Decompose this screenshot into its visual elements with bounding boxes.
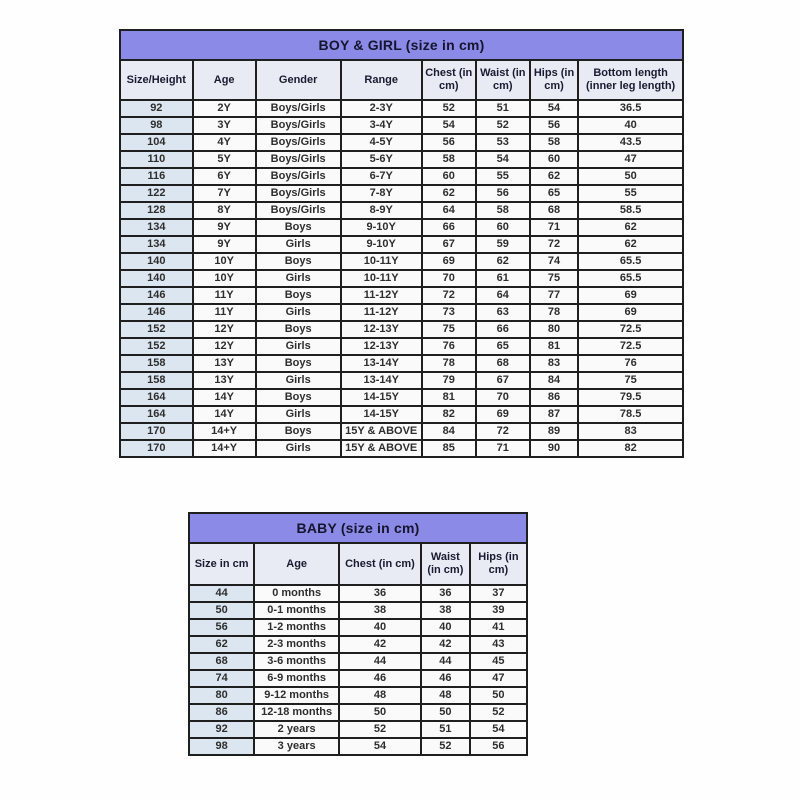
table-cell: 12-13Y bbox=[341, 321, 422, 338]
table-cell: 76 bbox=[422, 338, 476, 355]
table-cell: 62 bbox=[530, 168, 578, 185]
table-cell: 14-15Y bbox=[341, 406, 422, 423]
table-cell: 71 bbox=[476, 440, 530, 457]
table-cell: 75 bbox=[530, 270, 578, 287]
table-cell: 158 bbox=[120, 372, 193, 389]
table-cell: 10-11Y bbox=[341, 253, 422, 270]
table-cell: 8Y bbox=[193, 202, 256, 219]
table-row bbox=[120, 219, 683, 236]
table-cell: 72.5 bbox=[578, 338, 683, 355]
table-cell: 37 bbox=[470, 585, 527, 602]
table-cell: 72 bbox=[422, 287, 476, 304]
table-cell: 58 bbox=[476, 202, 530, 219]
table-cell: 75 bbox=[578, 372, 683, 389]
table-cell: 83 bbox=[578, 423, 683, 440]
table-cell: 2Y bbox=[193, 100, 256, 117]
table-cell: 44 bbox=[421, 653, 470, 670]
table-cell: 52 bbox=[421, 738, 470, 755]
table-cell: 69 bbox=[476, 406, 530, 423]
table-row bbox=[120, 355, 683, 372]
table-cell: 164 bbox=[120, 389, 193, 406]
table-cell: 70 bbox=[476, 389, 530, 406]
table-cell: 13Y bbox=[193, 372, 256, 389]
table-cell: 36 bbox=[421, 585, 470, 602]
table-cell: 69 bbox=[578, 287, 683, 304]
table-cell: 2-3Y bbox=[341, 100, 422, 117]
table-cell: 41 bbox=[470, 619, 527, 636]
table-row bbox=[120, 202, 683, 219]
table-cell: 46 bbox=[421, 670, 470, 687]
table-cell: 65 bbox=[530, 185, 578, 202]
table-cell: 52 bbox=[476, 117, 530, 134]
table-cell: Boys/Girls bbox=[256, 202, 341, 219]
table-cell: 5-6Y bbox=[341, 151, 422, 168]
column-header: Gender bbox=[256, 60, 341, 100]
table-cell: 67 bbox=[476, 372, 530, 389]
table-cell: 50 bbox=[189, 602, 254, 619]
table-cell: 90 bbox=[530, 440, 578, 457]
table-cell: 73 bbox=[422, 304, 476, 321]
table-cell: 11-12Y bbox=[341, 287, 422, 304]
table-cell: 6-7Y bbox=[341, 168, 422, 185]
table-cell: 3-4Y bbox=[341, 117, 422, 134]
table-cell: 81 bbox=[530, 338, 578, 355]
table-cell: 50 bbox=[470, 687, 527, 704]
table-cell: 56 bbox=[189, 619, 254, 636]
table-cell: 14-15Y bbox=[341, 389, 422, 406]
column-header: Age bbox=[193, 60, 256, 100]
table-cell: 4-5Y bbox=[341, 134, 422, 151]
table-cell: 80 bbox=[530, 321, 578, 338]
table-banner-row bbox=[120, 30, 683, 60]
table-cell: Girls bbox=[256, 338, 341, 355]
table-cell: 43 bbox=[470, 636, 527, 653]
table-cell: 87 bbox=[530, 406, 578, 423]
table-cell: 54 bbox=[470, 721, 527, 738]
table-cell: Boys/Girls bbox=[256, 100, 341, 117]
table-cell: 164 bbox=[120, 406, 193, 423]
table-row bbox=[189, 704, 527, 721]
table-cell: Boys/Girls bbox=[256, 185, 341, 202]
table-cell: 44 bbox=[189, 585, 254, 602]
table-cell: 56 bbox=[422, 134, 476, 151]
table-row bbox=[189, 619, 527, 636]
table-row bbox=[189, 721, 527, 738]
table-cell: 79 bbox=[422, 372, 476, 389]
table-cell: 36.5 bbox=[578, 100, 683, 117]
table-row bbox=[189, 585, 527, 602]
table-row bbox=[189, 738, 527, 755]
table-cell: 9Y bbox=[193, 236, 256, 253]
table-cell: Boys/Girls bbox=[256, 117, 341, 134]
table-cell: 12-18 months bbox=[254, 704, 339, 721]
table-cell: 81 bbox=[422, 389, 476, 406]
table-cell: 9-12 months bbox=[254, 687, 339, 704]
table-cell: 62 bbox=[578, 236, 683, 253]
table-cell: Boys bbox=[256, 219, 341, 236]
table-cell: 38 bbox=[421, 602, 470, 619]
table-cell: 11-12Y bbox=[341, 304, 422, 321]
table-cell: 14Y bbox=[193, 389, 256, 406]
table-cell: 44 bbox=[339, 653, 421, 670]
table-cell: 65.5 bbox=[578, 253, 683, 270]
column-header: Size/Height bbox=[120, 60, 193, 100]
table-cell: 61 bbox=[476, 270, 530, 287]
table-cell: 9Y bbox=[193, 219, 256, 236]
table-cell: 8-9Y bbox=[341, 202, 422, 219]
column-header: Chest (in cm) bbox=[339, 543, 421, 585]
table-cell: 82 bbox=[422, 406, 476, 423]
table-row bbox=[189, 602, 527, 619]
column-header: Hips (in cm) bbox=[530, 60, 578, 100]
column-header: Chest (in cm) bbox=[422, 60, 476, 100]
table-cell: 64 bbox=[422, 202, 476, 219]
table-cell: 45 bbox=[470, 653, 527, 670]
table-cell: 79.5 bbox=[578, 389, 683, 406]
table-cell: Girls bbox=[256, 440, 341, 457]
table-header-row bbox=[120, 60, 683, 100]
table-cell: 15Y & ABOVE bbox=[341, 423, 422, 440]
table-cell: 82 bbox=[578, 440, 683, 457]
table-row bbox=[120, 423, 683, 440]
table-cell: Boys bbox=[256, 355, 341, 372]
table-cell: 54 bbox=[530, 100, 578, 117]
table-row bbox=[189, 670, 527, 687]
table-cell: 58 bbox=[530, 134, 578, 151]
table-cell: 122 bbox=[120, 185, 193, 202]
table-row bbox=[120, 338, 683, 355]
table-cell: 36 bbox=[339, 585, 421, 602]
table-cell: 48 bbox=[421, 687, 470, 704]
table-cell: Boys/Girls bbox=[256, 168, 341, 185]
table-row bbox=[120, 253, 683, 270]
table-cell: 72 bbox=[530, 236, 578, 253]
table-cell: 10-11Y bbox=[341, 270, 422, 287]
table-cell: 74 bbox=[189, 670, 254, 687]
table-cell: 50 bbox=[421, 704, 470, 721]
table-cell: 62 bbox=[189, 636, 254, 653]
table-cell: 42 bbox=[339, 636, 421, 653]
table-cell: 78 bbox=[530, 304, 578, 321]
table-cell: 40 bbox=[578, 117, 683, 134]
table-cell: 2-3 months bbox=[254, 636, 339, 653]
table-cell: 63 bbox=[476, 304, 530, 321]
table-cell: 78.5 bbox=[578, 406, 683, 423]
table-row bbox=[120, 406, 683, 423]
table-cell: 3Y bbox=[193, 117, 256, 134]
table-cell: 7-8Y bbox=[341, 185, 422, 202]
table-cell: 51 bbox=[476, 100, 530, 117]
table-cell: 65 bbox=[476, 338, 530, 355]
table-row bbox=[189, 653, 527, 670]
table-cell: 72.5 bbox=[578, 321, 683, 338]
column-header: Waist (in cm) bbox=[476, 60, 530, 100]
table-cell: 14+Y bbox=[193, 440, 256, 457]
table-cell: 54 bbox=[339, 738, 421, 755]
table-cell: 65.5 bbox=[578, 270, 683, 287]
table-cell: 2 years bbox=[254, 721, 339, 738]
table-row bbox=[120, 185, 683, 202]
table-cell: 170 bbox=[120, 440, 193, 457]
table-cell: 50 bbox=[578, 168, 683, 185]
table-cell: 13-14Y bbox=[341, 355, 422, 372]
table-cell: 15Y & ABOVE bbox=[341, 440, 422, 457]
table-title: BOY & GIRL (size in cm) bbox=[120, 30, 683, 60]
table-cell: 43.5 bbox=[578, 134, 683, 151]
table-cell: Girls bbox=[256, 406, 341, 423]
table-cell: 42 bbox=[421, 636, 470, 653]
table-cell: 58.5 bbox=[578, 202, 683, 219]
table-cell: 85 bbox=[422, 440, 476, 457]
table-cell: 62 bbox=[476, 253, 530, 270]
table-row bbox=[120, 321, 683, 338]
table-cell: 128 bbox=[120, 202, 193, 219]
table-cell: 4Y bbox=[193, 134, 256, 151]
column-header: Size in cm bbox=[189, 543, 254, 585]
table-cell: 104 bbox=[120, 134, 193, 151]
table-cell: 60 bbox=[422, 168, 476, 185]
table-cell: 52 bbox=[339, 721, 421, 738]
table-cell: 68 bbox=[476, 355, 530, 372]
table-cell: 53 bbox=[476, 134, 530, 151]
table-row bbox=[189, 636, 527, 653]
table-row bbox=[120, 372, 683, 389]
table-cell: 68 bbox=[189, 653, 254, 670]
table-cell: Boys bbox=[256, 389, 341, 406]
table-cell: Girls bbox=[256, 236, 341, 253]
table-cell: 52 bbox=[470, 704, 527, 721]
table-cell: 72 bbox=[476, 423, 530, 440]
table-cell: 69 bbox=[578, 304, 683, 321]
table-cell: 5Y bbox=[193, 151, 256, 168]
table-row bbox=[120, 304, 683, 321]
column-header: Waist (in cm) bbox=[421, 543, 470, 585]
table-cell: 92 bbox=[120, 100, 193, 117]
table-cell: 66 bbox=[476, 321, 530, 338]
table-cell: 9-10Y bbox=[341, 219, 422, 236]
table-cell: 80 bbox=[189, 687, 254, 704]
table-row bbox=[120, 100, 683, 117]
table-cell: Girls bbox=[256, 372, 341, 389]
table-cell: Boys bbox=[256, 423, 341, 440]
table-cell: 84 bbox=[422, 423, 476, 440]
table-cell: 13Y bbox=[193, 355, 256, 372]
table-cell: 12Y bbox=[193, 321, 256, 338]
table-cell: 110 bbox=[120, 151, 193, 168]
table-title: BABY (size in cm) bbox=[189, 513, 527, 543]
table-cell: 64 bbox=[476, 287, 530, 304]
boy-girl-size-table bbox=[119, 29, 684, 458]
table-cell: Boys bbox=[256, 287, 341, 304]
table-cell: 6-9 months bbox=[254, 670, 339, 687]
table-cell: 52 bbox=[422, 100, 476, 117]
table-cell: 140 bbox=[120, 253, 193, 270]
table-cell: 10Y bbox=[193, 270, 256, 287]
table-cell: 170 bbox=[120, 423, 193, 440]
table-header-row bbox=[189, 543, 527, 585]
table-cell: 11Y bbox=[193, 304, 256, 321]
column-header: Hips (in cm) bbox=[470, 543, 527, 585]
table-cell: 69 bbox=[422, 253, 476, 270]
table-cell: 11Y bbox=[193, 287, 256, 304]
table-cell: 75 bbox=[422, 321, 476, 338]
table-cell: Boys/Girls bbox=[256, 151, 341, 168]
table-cell: 54 bbox=[476, 151, 530, 168]
table-cell: 50 bbox=[339, 704, 421, 721]
table-row bbox=[120, 236, 683, 253]
table-cell: 12Y bbox=[193, 338, 256, 355]
table-cell: 13-14Y bbox=[341, 372, 422, 389]
table-row bbox=[120, 168, 683, 185]
table-cell: 140 bbox=[120, 270, 193, 287]
table-banner-row bbox=[189, 513, 527, 543]
table-cell: 12-13Y bbox=[341, 338, 422, 355]
table-cell: Girls bbox=[256, 304, 341, 321]
table-cell: 67 bbox=[422, 236, 476, 253]
table-cell: 10Y bbox=[193, 253, 256, 270]
table-cell: 84 bbox=[530, 372, 578, 389]
table-cell: 146 bbox=[120, 287, 193, 304]
table-cell: 47 bbox=[578, 151, 683, 168]
table-cell: 14Y bbox=[193, 406, 256, 423]
table-row bbox=[120, 440, 683, 457]
table-cell: 0 months bbox=[254, 585, 339, 602]
table-cell: 3 years bbox=[254, 738, 339, 755]
table-cell: 116 bbox=[120, 168, 193, 185]
table-row bbox=[120, 134, 683, 151]
table-row bbox=[120, 389, 683, 406]
table-cell: 83 bbox=[530, 355, 578, 372]
table-cell: 74 bbox=[530, 253, 578, 270]
table-row bbox=[120, 151, 683, 168]
table-cell: 3-6 months bbox=[254, 653, 339, 670]
table-cell: 51 bbox=[421, 721, 470, 738]
table-cell: 76 bbox=[578, 355, 683, 372]
table-cell: 134 bbox=[120, 219, 193, 236]
table-cell: 39 bbox=[470, 602, 527, 619]
table-cell: 86 bbox=[530, 389, 578, 406]
table-cell: 152 bbox=[120, 338, 193, 355]
table-cell: 56 bbox=[530, 117, 578, 134]
table-cell: 56 bbox=[470, 738, 527, 755]
table-cell: 46 bbox=[339, 670, 421, 687]
table-cell: 77 bbox=[530, 287, 578, 304]
table-cell: 98 bbox=[120, 117, 193, 134]
table-cell: 66 bbox=[422, 219, 476, 236]
table-cell: 62 bbox=[578, 219, 683, 236]
table-cell: 47 bbox=[470, 670, 527, 687]
column-header: Age bbox=[254, 543, 339, 585]
table-cell: 9-10Y bbox=[341, 236, 422, 253]
table-row bbox=[189, 687, 527, 704]
table-cell: 1-2 months bbox=[254, 619, 339, 636]
table-cell: 40 bbox=[421, 619, 470, 636]
table-cell: 59 bbox=[476, 236, 530, 253]
table-row bbox=[120, 270, 683, 287]
table-cell: 55 bbox=[578, 185, 683, 202]
table-cell: 78 bbox=[422, 355, 476, 372]
column-header: Range bbox=[341, 60, 422, 100]
table-cell: 7Y bbox=[193, 185, 256, 202]
column-header: Bottom length (inner leg length) bbox=[578, 60, 683, 100]
table-cell: 0-1 months bbox=[254, 602, 339, 619]
table-cell: 158 bbox=[120, 355, 193, 372]
table-cell: 6Y bbox=[193, 168, 256, 185]
table-row bbox=[120, 287, 683, 304]
table-cell: 134 bbox=[120, 236, 193, 253]
table-cell: Girls bbox=[256, 270, 341, 287]
table-cell: Boys bbox=[256, 321, 341, 338]
table-row bbox=[120, 117, 683, 134]
table-cell: 62 bbox=[422, 185, 476, 202]
table-cell: 14+Y bbox=[193, 423, 256, 440]
table-cell: 38 bbox=[339, 602, 421, 619]
table-cell: 152 bbox=[120, 321, 193, 338]
table-cell: 54 bbox=[422, 117, 476, 134]
table-cell: 56 bbox=[476, 185, 530, 202]
table-cell: 40 bbox=[339, 619, 421, 636]
baby-size-table bbox=[188, 512, 528, 756]
table-cell: 70 bbox=[422, 270, 476, 287]
table-cell: 98 bbox=[189, 738, 254, 755]
table-cell: 146 bbox=[120, 304, 193, 321]
table-cell: 60 bbox=[476, 219, 530, 236]
table-cell: 60 bbox=[530, 151, 578, 168]
table-cell: 58 bbox=[422, 151, 476, 168]
table-cell: 68 bbox=[530, 202, 578, 219]
table-cell: 86 bbox=[189, 704, 254, 721]
table-cell: Boys/Girls bbox=[256, 134, 341, 151]
table-cell: 55 bbox=[476, 168, 530, 185]
table-cell: Boys bbox=[256, 253, 341, 270]
table-cell: 71 bbox=[530, 219, 578, 236]
table-cell: 89 bbox=[530, 423, 578, 440]
table-cell: 48 bbox=[339, 687, 421, 704]
table-cell: 92 bbox=[189, 721, 254, 738]
